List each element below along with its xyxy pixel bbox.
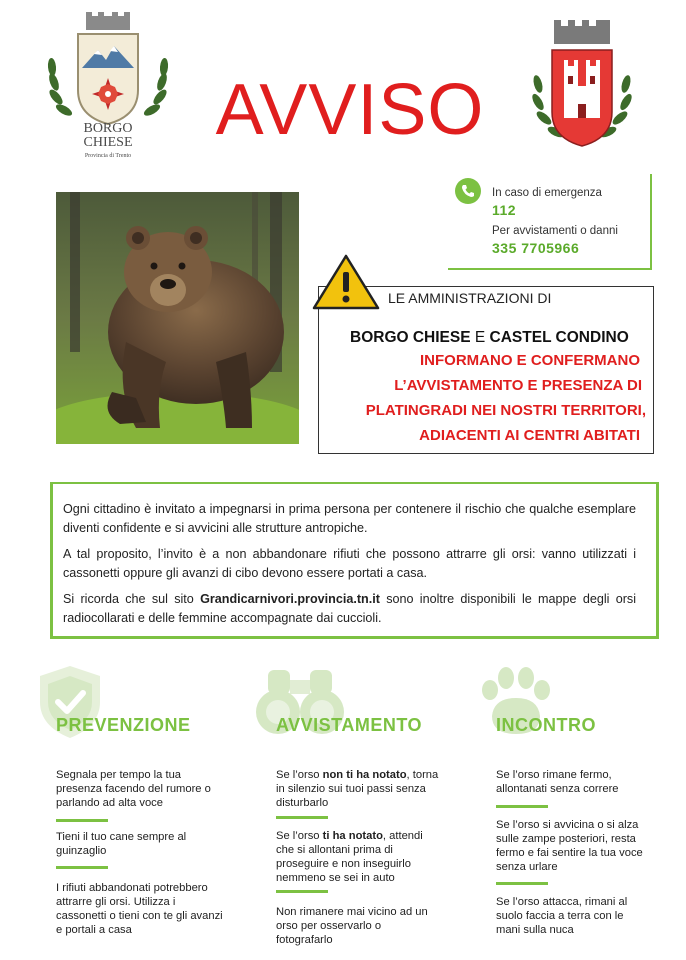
crest-right-emblem [530, 14, 634, 156]
avvistamento-tip1-b: non ti ha notato [322, 769, 407, 781]
borgo-chiese-crest [44, 12, 172, 162]
crest-left-name-2: CHIESE [83, 135, 133, 150]
bear-photo [56, 192, 299, 444]
announcement-line-1: INFORMANO E CONFERMANO [420, 352, 640, 369]
incontro-tip-3: Se l’orso attacca, rimani al suolo faccia a terra con le mani sulla nuca [496, 896, 628, 936]
crest-left-name-1: BORGO [83, 121, 133, 136]
incontro-tip-2: Se l’orso si avvicina o si alza sulle zampe posteriori, resta fermo e fai sentire la tua voce senza urlare [496, 819, 643, 873]
avvistamento-tip1-a: Se l’orso [276, 769, 323, 781]
avvistamento-separator-1 [276, 816, 328, 819]
prevenzione-separator-1 [56, 819, 108, 822]
sightings-label: Per avvistamenti o danni [492, 225, 618, 237]
prevenzione-tip-3: I rifiuti abbandonati potrebbero attrarre gli orsi. Utilizza i cassonetti o tieni con te gli avanzi e portali a casa [56, 882, 223, 936]
prevenzione-tip-1: Segnala per tempo la tua presenza facendo del rumore o parlando ad alta voce [56, 769, 211, 809]
incontro-tip-1: Se l’orso rimane fermo, allontanati senza correre [496, 769, 619, 795]
info-paragraph-3 [63, 590, 636, 628]
castel-condino-crest [530, 14, 634, 156]
announcement-line-3: PLATINGRADI NEI NOSTRI TERRITORI, [365, 402, 646, 419]
page-title: AVVISO [215, 70, 485, 150]
info-box [50, 482, 659, 639]
avvistamento-tip-1 [276, 768, 446, 810]
incontro-title: INCONTRO [496, 715, 596, 735]
avvistamento-tip2-c: , attendi che si allontani prima di proseguire e non inseguirlo nemmeno se sei in auto [276, 830, 423, 884]
prevenzione-tip-2: Tieni il tuo cane sempre al guinzaglio [56, 831, 187, 857]
prevenzione-title: PREVENZIONE [56, 715, 191, 735]
crest-left-subtitle: Provincia di Trento [84, 153, 132, 159]
avvistamento-tip-3: Non rimanere mai vicino ad un orso per osservarlo o fotografarlo [276, 906, 428, 946]
municipality-borgo-chiese: BORGO CHIESE [350, 329, 471, 346]
avvistamento-tip-2 [276, 829, 436, 885]
incontro-separator-2 [496, 882, 548, 885]
avvistamento-tip1-c: , torna in silenzio sui tuoi passi senza disturbarlo [276, 769, 439, 809]
municipality-conjunction: E [470, 329, 490, 346]
municipality-castel-condino: CASTEL CONDINO [489, 329, 629, 346]
crest-left-emblem [44, 12, 172, 130]
announcement-line-4: ADIACENTI AI CENTRI ABITATI [419, 427, 640, 444]
announcement-heading: LE AMMINISTRAZIONI DI [388, 290, 552, 306]
avvistamento-separator-2 [276, 890, 328, 893]
incontro-separator-1 [496, 805, 548, 808]
announcement-line-2: L’AVVISTAMENTO E PRESENZA DI [394, 377, 642, 394]
emergency-label: In caso di emergenza [492, 187, 602, 199]
municipalities-line [350, 329, 629, 347]
info-p3-before: Si ricorda che sul sito [63, 592, 201, 606]
avvistamento-tip2-a: Se l’orso [276, 830, 323, 842]
warning-icon [312, 254, 380, 310]
sightings-number: 335 7705966 [492, 240, 580, 256]
info-paragraph-1: Ogni cittadino è invitato a impegnarsi in prima persona per contenere il rischio che qualche esemplare diventi confidente e si avvicini alle strutture antropiche. [63, 502, 636, 535]
info-p3-after: sono inoltre disponibili le mappe degli orsi radiocollarati e delle femmine accompagnate dai cuccioli. [63, 592, 636, 625]
info-paragraph-2: A tal proposito, l’invito è a non abbandonare rifiuti che possono attrarre gli orsi: vanno utilizzati i cassonetti oppure gli avanzi di cibo devono essere portati a casa. [63, 547, 636, 580]
phone-icon [455, 178, 481, 204]
emergency-number: 112 [492, 202, 517, 218]
avvistamento-title: AVVISTAMENTO [276, 715, 423, 735]
website-link[interactable]: Grandicarnivori.provincia.tn.it [200, 592, 380, 606]
avvistamento-tip2-b: ti ha notato [322, 830, 383, 842]
prevenzione-separator-2 [56, 866, 108, 869]
